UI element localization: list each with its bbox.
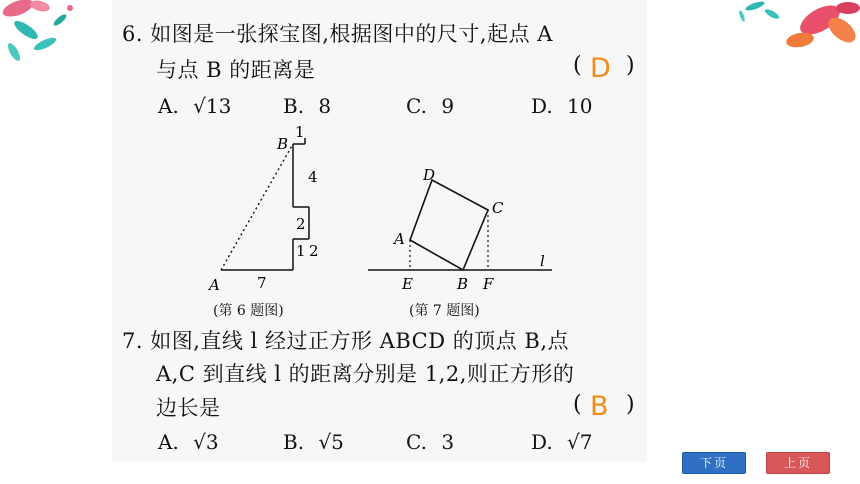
fig6-label-2: 2 bbox=[296, 215, 306, 233]
fig6-label-4: 4 bbox=[308, 168, 318, 186]
figure7-caption: (第 7 题图) bbox=[409, 303, 480, 319]
question7-text-line3: 边长是 bbox=[156, 396, 221, 420]
leaf-decoration-left-icon bbox=[0, 0, 110, 75]
option-key: A. bbox=[158, 430, 179, 454]
question6-text-line1: 如图是一张探宝图,根据图中的尺寸,起点 A bbox=[150, 22, 553, 46]
question7-answer: B bbox=[590, 391, 609, 422]
option-key: B. bbox=[283, 94, 305, 118]
fig7-square bbox=[410, 180, 488, 270]
fig7-label-l: l bbox=[540, 252, 545, 270]
fig6-label-2b: 2 bbox=[309, 242, 319, 260]
option-value: 8 bbox=[318, 94, 332, 118]
question6-option-c bbox=[406, 94, 454, 118]
option-value: 9 bbox=[441, 94, 455, 118]
fig7-label-e: E bbox=[402, 275, 413, 293]
leaf-decoration-right-icon bbox=[730, 0, 860, 65]
question7-option-a bbox=[158, 430, 219, 454]
question7-text-line2: A,C 到直线 l 的距离分别是 1,2,则正方形的 bbox=[156, 362, 575, 386]
fig7-label-f: F bbox=[483, 275, 494, 293]
option-key: A. bbox=[158, 94, 179, 118]
fig6-label-7: 7 bbox=[257, 274, 267, 292]
fig7-label-a: A bbox=[394, 230, 405, 248]
question7-text-line1: 如图,直线 l 经过正方形 ABCD 的顶点 B,点 bbox=[150, 329, 570, 353]
fig7-label-c: C bbox=[492, 199, 504, 217]
question7-option-c bbox=[406, 430, 454, 454]
option-value: 3 bbox=[441, 430, 455, 454]
question6-text-line2: 与点 B 的距离是 bbox=[156, 58, 316, 82]
question7-number: 7. bbox=[122, 329, 144, 353]
option-key: D. bbox=[531, 430, 553, 454]
fig6-dashed-ab bbox=[221, 144, 293, 270]
fig7-label-d: D bbox=[423, 166, 436, 184]
figure7-diagram bbox=[360, 160, 560, 300]
fig6-label-1b: 1 bbox=[296, 242, 306, 260]
figure6-diagram bbox=[205, 120, 335, 300]
fig7-label-b: B bbox=[457, 275, 469, 293]
fig6-label-1: 1 bbox=[295, 123, 305, 141]
option-key: D. bbox=[531, 94, 553, 118]
question7-option-b bbox=[283, 430, 344, 454]
option-key: C. bbox=[406, 94, 427, 118]
fig6-label-b: B bbox=[277, 135, 289, 153]
question6-option-d bbox=[531, 94, 593, 118]
prev-page-button[interactable]: 上页 bbox=[766, 452, 830, 474]
question6-line2 bbox=[156, 54, 315, 84]
option-key: C. bbox=[406, 430, 427, 454]
fig6-label-a: A bbox=[209, 276, 220, 294]
option-value: 10 bbox=[567, 94, 593, 118]
option-value: √13 bbox=[193, 94, 232, 118]
question7-line2 bbox=[156, 358, 574, 388]
question6-option-a bbox=[158, 94, 231, 118]
question6-number: 6. bbox=[122, 22, 144, 46]
option-key: B. bbox=[283, 430, 305, 454]
question7-option-d bbox=[531, 430, 593, 454]
question6-paren-open: ( bbox=[573, 53, 582, 78]
option-value: √7 bbox=[567, 430, 593, 454]
option-value: √5 bbox=[318, 430, 344, 454]
question7-line1 bbox=[122, 325, 569, 355]
question6-paren-close: ) bbox=[626, 53, 635, 78]
next-page-button[interactable]: 下页 bbox=[682, 452, 746, 474]
figure6-caption: (第 6 题图) bbox=[213, 303, 284, 319]
question7-paren-close: ) bbox=[626, 392, 635, 417]
question6-line1 bbox=[122, 18, 553, 48]
question7-paren-open: ( bbox=[573, 392, 582, 417]
question6-option-b bbox=[283, 94, 331, 118]
question6-answer: D bbox=[590, 53, 611, 84]
option-value: √3 bbox=[193, 430, 219, 454]
question7-line3 bbox=[156, 392, 221, 422]
